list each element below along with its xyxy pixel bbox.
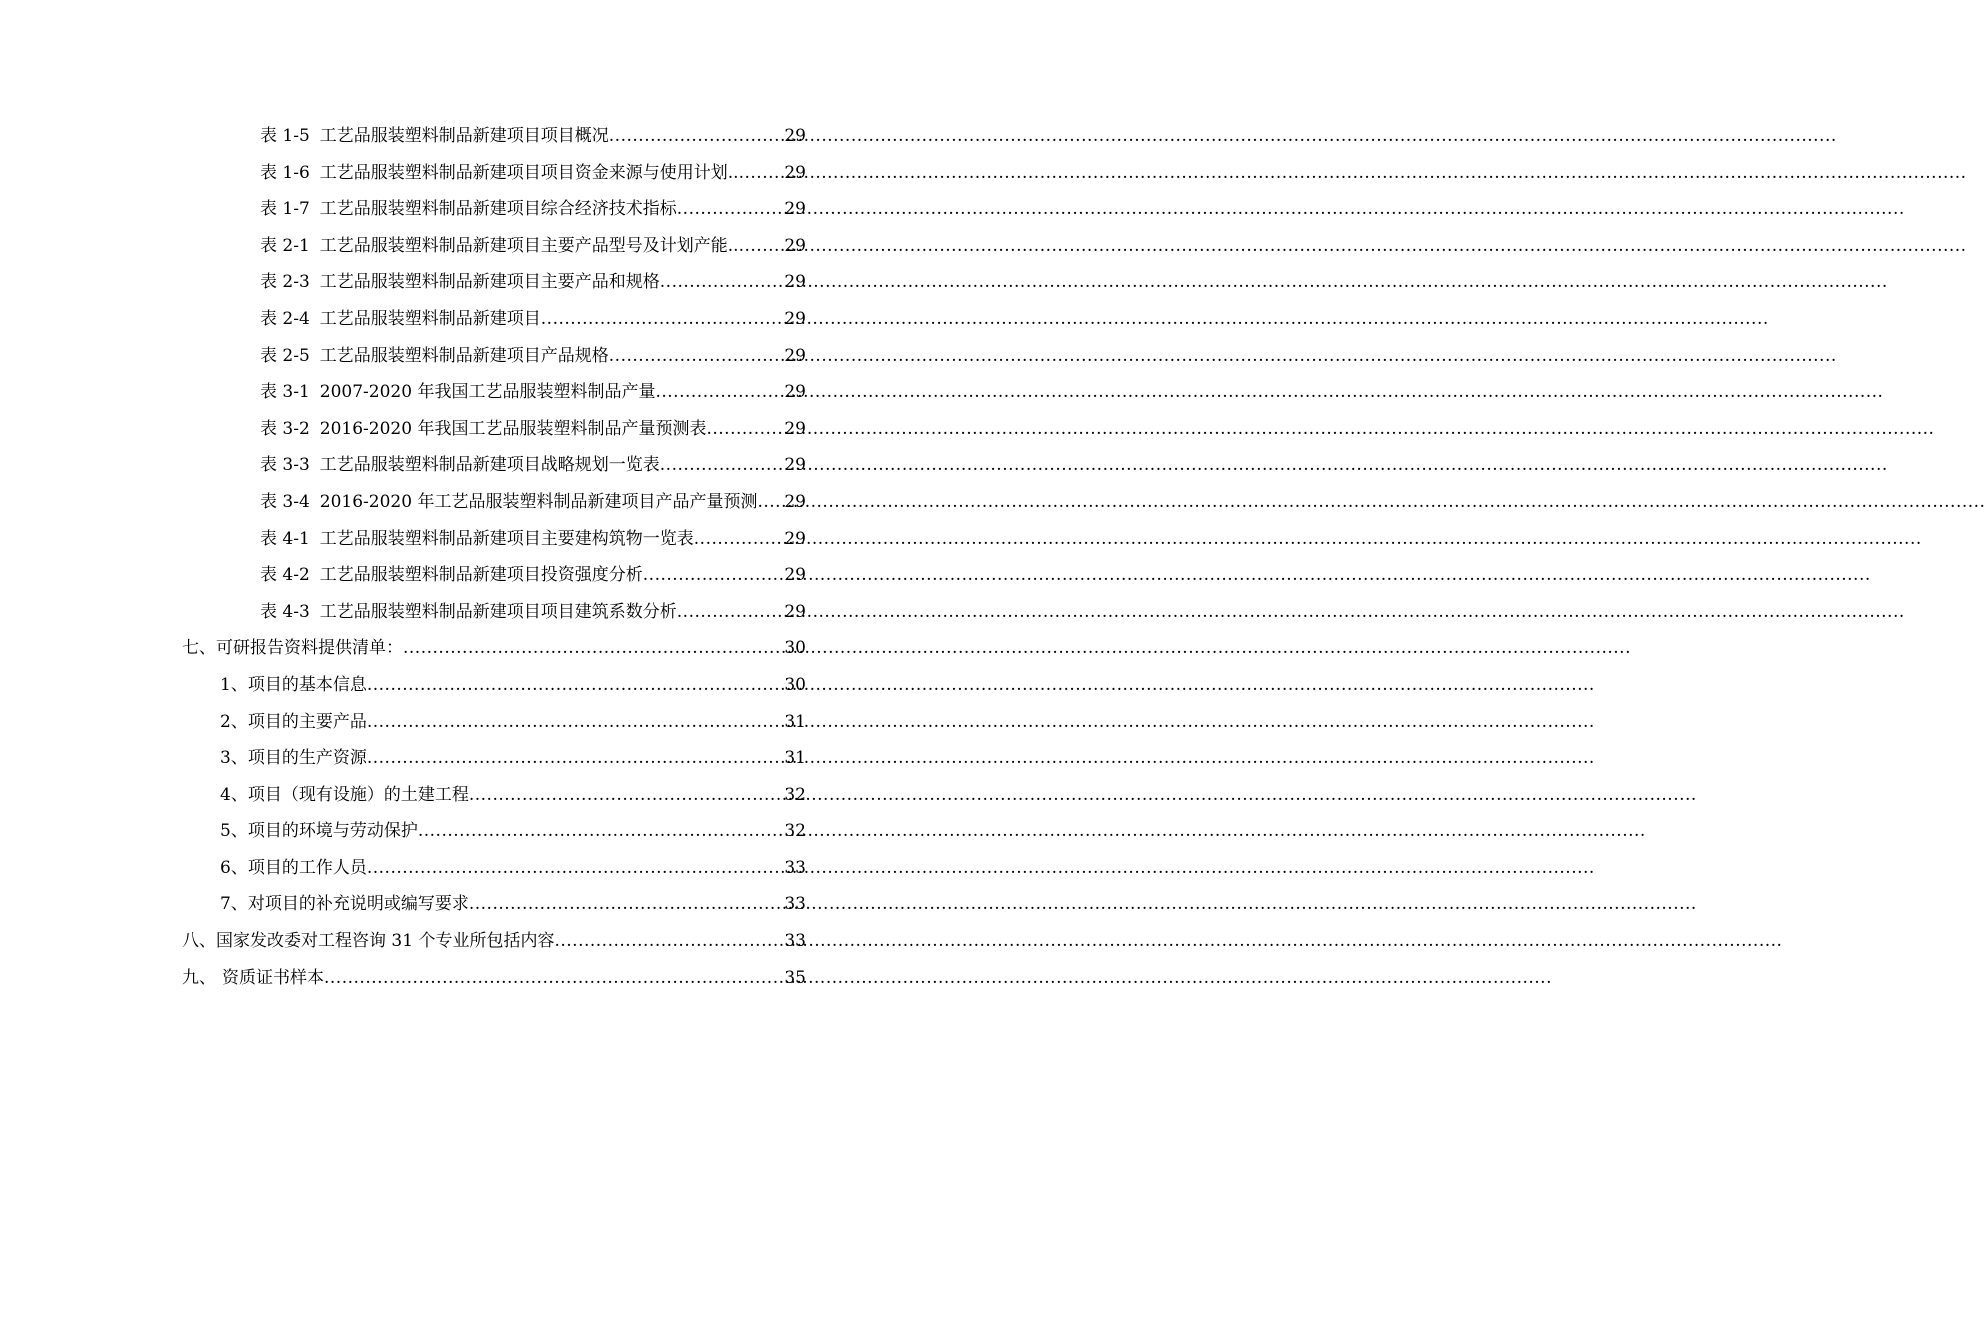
- toc-entry-title: 工艺品服装塑料制品新建项目主要产品型号及计划产能..: [319, 235, 739, 256]
- dot-leader: [660, 447, 785, 484]
- toc-page-number: 29: [784, 418, 806, 439]
- toc-page-number: 31: [784, 711, 806, 732]
- toc-table-number: 表 2-4: [260, 308, 310, 329]
- toc-entry-table-2-3[interactable]: [0, 264, 806, 301]
- toc-entry-table-3-1[interactable]: [0, 374, 806, 411]
- dot-leader: [609, 118, 785, 155]
- toc-page-number: 32: [784, 821, 806, 842]
- dot-leader: [469, 886, 785, 923]
- toc-table-number: 表 1-6: [260, 162, 310, 183]
- toc-entry-table-4-1[interactable]: [0, 521, 806, 558]
- toc-page-number: 33: [784, 931, 806, 952]
- toc-entry-section-9[interactable]: [0, 960, 806, 997]
- toc-page-number: 31: [784, 748, 806, 769]
- toc-page-number: 33: [784, 894, 806, 915]
- toc-table-number: 表 2-1: [260, 235, 310, 256]
- toc-entry-title: 6、项目的工作人员: [220, 857, 367, 878]
- toc-page-number: 29: [784, 565, 806, 586]
- toc-entry-title: 工艺品服装塑料制品新建项目战略规划一览表: [319, 455, 660, 476]
- toc-entry-section-8[interactable]: [0, 923, 806, 960]
- toc-entry-table-2-1[interactable]: [0, 228, 806, 265]
- toc-entry-item-7[interactable]: [0, 886, 806, 923]
- toc-entry-table-3-2[interactable]: [0, 411, 806, 448]
- toc-table-number: 表 2-3: [260, 272, 310, 293]
- dot-leader: [643, 557, 785, 594]
- toc-entry-section-7[interactable]: [0, 630, 806, 667]
- toc-table-number: 表 4-1: [260, 528, 310, 549]
- toc-entry-item-3[interactable]: [0, 740, 806, 777]
- toc-entry-title: 3、项目的生产资源: [220, 748, 367, 769]
- toc-table-number: 表 1-5: [260, 126, 310, 146]
- toc-page-number: 29: [784, 272, 806, 293]
- toc-page-number: 29: [784, 601, 806, 622]
- dot-leader: [677, 191, 785, 228]
- toc-page-number: 29: [784, 162, 806, 183]
- toc-entry-title: 工艺品服装塑料制品新建项目项目资金来源与使用计划..: [319, 162, 739, 183]
- toc-entry-item-4[interactable]: [0, 777, 806, 814]
- toc-entry-item-5[interactable]: [0, 813, 806, 850]
- toc-page-number: 29: [784, 199, 806, 220]
- toc-entry-item-6[interactable]: [0, 850, 806, 887]
- toc-entry-title: 工艺品服装塑料制品新建项目主要建构筑物一览表: [319, 528, 694, 549]
- dot-leader: [367, 850, 785, 887]
- toc-page-number: 32: [784, 784, 806, 805]
- dot-leader: [655, 374, 784, 411]
- toc-page-number: 29: [784, 308, 806, 329]
- toc-table-number: 表 1-7: [260, 199, 310, 220]
- dot-leader: [541, 301, 785, 338]
- toc-entry-item-2[interactable]: [0, 704, 806, 741]
- dot-leader: [739, 228, 785, 265]
- toc-table-number: 表 4-3: [260, 601, 310, 622]
- dot-leader: [469, 777, 785, 814]
- toc-entry-table-3-3[interactable]: [0, 447, 806, 484]
- toc-entry-title: 工艺品服装塑料制品新建项目产品规格: [319, 345, 609, 366]
- dot-leader: [554, 923, 784, 960]
- toc-entry-title: 七、可研报告资料提供清单：: [182, 638, 403, 659]
- dot-leader: [367, 667, 785, 704]
- toc-entry-title: 1、项目的基本信息: [220, 674, 367, 695]
- toc-page-number: 29: [784, 126, 806, 146]
- toc-entry-title: 2007-2020 年我国工艺品服装塑料制品产量: [319, 382, 656, 403]
- toc-entry-table-4-2[interactable]: [0, 557, 806, 594]
- toc-entry-title: 工艺品服装塑料制品新建项目项目建筑系数分析: [319, 601, 677, 622]
- toc-entry-table-2-5[interactable]: [0, 338, 806, 375]
- dot-leader: [660, 264, 785, 301]
- toc-entry-table-4-3[interactable]: [0, 594, 806, 631]
- table-of-contents: [0, 118, 950, 996]
- toc-page-number: 30: [784, 638, 806, 659]
- toc-table-number: 表 3-1: [260, 382, 310, 403]
- toc-page-number: 29: [784, 382, 806, 403]
- dot-leader: [367, 740, 785, 777]
- toc-table-number: 表 4-2: [260, 565, 310, 586]
- toc-entry-title: 资质证书样本: [222, 967, 324, 988]
- dot-leader: [677, 594, 785, 631]
- toc-entry-table-2-4[interactable]: [0, 301, 806, 338]
- toc-entry-title: 2016-2020 年我国工艺品服装塑料制品产量预测表: [319, 418, 707, 439]
- toc-page-number: 29: [784, 455, 806, 476]
- toc-page-number: 29: [784, 345, 806, 366]
- toc-table-number: 表 3-2: [260, 418, 310, 439]
- dot-leader: [739, 155, 785, 192]
- toc-entry-table-3-4[interactable]: [0, 484, 806, 521]
- toc-entry-title: 5、项目的环境与劳动保护: [220, 821, 418, 842]
- dot-leader: [694, 521, 785, 558]
- dot-leader: [403, 630, 784, 667]
- dot-leader: [367, 704, 785, 741]
- toc-entry-table-1-7[interactable]: [0, 191, 806, 228]
- toc-page-number: 29: [784, 491, 806, 512]
- toc-entry-title: 工艺品服装塑料制品新建项目主要产品和规格: [319, 272, 660, 293]
- toc-page-number: 29: [784, 235, 806, 256]
- toc-table-number: 表 2-5: [260, 345, 310, 366]
- toc-table-number: 表 3-4: [260, 491, 310, 512]
- toc-page-number: 29: [784, 528, 806, 549]
- toc-page-number: 35: [784, 967, 806, 988]
- document-page: [0, 0, 950, 1344]
- toc-entry-table-1-5[interactable]: [0, 118, 806, 155]
- dot-leader: [609, 338, 785, 375]
- dot-leader: [706, 411, 784, 448]
- toc-entry-table-1-6[interactable]: [0, 155, 806, 192]
- toc-entry-title: 工艺品服装塑料制品新建项目综合经济技术指标: [319, 199, 677, 220]
- toc-entry-title: 2016-2020 年工艺品服装塑料制品新建项目产品产量预测: [319, 491, 758, 512]
- dot-leader: [324, 960, 784, 997]
- toc-entry-title: 7、对项目的补充说明或编写要求: [220, 894, 469, 915]
- toc-entry-item-1[interactable]: [0, 667, 806, 704]
- toc-section-number: 九、: [182, 967, 216, 988]
- toc-entry-title: 八、国家发改委对工程咨询 31 个专业所包括内容: [182, 931, 555, 952]
- toc-entry-title: 工艺品服装塑料制品新建项目投资强度分析: [319, 565, 643, 586]
- toc-entry-title: 4、项目（现有设施）的土建工程: [220, 784, 469, 805]
- dot-leader: [418, 813, 785, 850]
- toc-entry-title: 工艺品服装塑料制品新建项目: [319, 308, 541, 329]
- toc-page-number: 33: [784, 857, 806, 878]
- toc-entry-title: 2、项目的主要产品: [220, 711, 367, 732]
- dot-leader: [757, 484, 784, 521]
- toc-entry-title: 工艺品服装塑料制品新建项目项目概况: [319, 126, 609, 146]
- toc-page-number: 30: [784, 674, 806, 695]
- toc-table-number: 表 3-3: [260, 455, 310, 476]
